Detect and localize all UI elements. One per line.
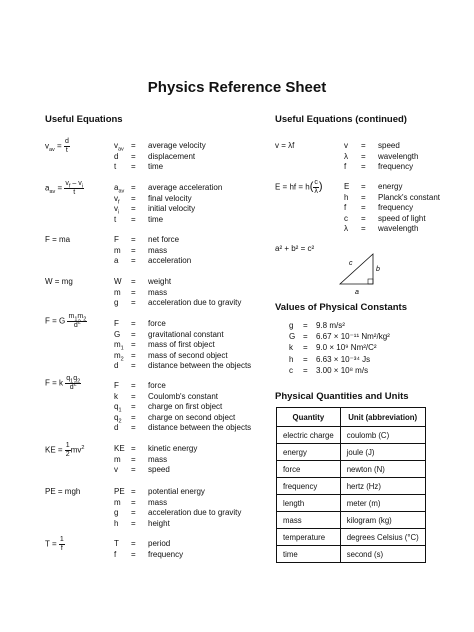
physical-quantities-heading: Physical Quantities and Units <box>275 391 409 402</box>
definition-equals: = <box>131 329 136 339</box>
definition-text: frequency <box>378 203 414 213</box>
definition-row <box>114 235 191 246</box>
definition-text: frequency <box>378 162 414 172</box>
table-row <box>277 495 426 512</box>
formula-pythagorean: a² + b² = c² <box>275 244 315 253</box>
wave-definitions <box>344 141 418 173</box>
constant-symbol: h <box>289 354 294 364</box>
kinetic-energy-definitions <box>114 444 197 476</box>
quantity-cell: length <box>277 495 341 512</box>
definition-text: distance between the objects <box>148 361 252 371</box>
definition-symbol: λ <box>344 224 348 234</box>
definition-text: Coulomb's constant <box>148 391 219 401</box>
definition-equals: = <box>131 256 136 266</box>
definition-symbol: d <box>114 423 119 433</box>
definition-row <box>114 183 222 194</box>
constant-value: 6.67 × 10⁻¹¹ Nm²/kg² <box>316 332 390 342</box>
definition-text: average velocity <box>148 141 206 150</box>
definition-row <box>344 214 440 225</box>
formula-weight: W = mg <box>45 277 73 286</box>
definition-equals: = <box>131 204 136 214</box>
definition-equals: = <box>131 214 136 224</box>
definition-row <box>344 224 440 235</box>
definition-row <box>114 361 251 372</box>
definition-equals: = <box>131 518 136 528</box>
definition-symbol: v <box>344 141 348 150</box>
definition-symbol: f <box>344 162 347 172</box>
definition-text: time <box>148 214 164 224</box>
definition-symbol: t <box>114 162 117 172</box>
definition-equals: = <box>131 423 136 433</box>
definition-symbol: F <box>114 319 119 328</box>
definition-row <box>114 288 241 299</box>
definition-text: displacement <box>148 151 196 161</box>
definition-row <box>114 340 251 351</box>
definition-equals: = <box>131 539 136 548</box>
formula-gravitation: F = G $\frac{m_1m_2}{d^2}$ <box>45 313 87 329</box>
unit-cell: kilogram (kg) <box>340 512 425 529</box>
physical-constants-heading: Values of Physical Constants <box>275 302 407 313</box>
definition-text: speed of light <box>378 213 426 223</box>
definition-equals: = <box>361 192 366 202</box>
definition-symbol: h <box>114 518 119 528</box>
definition-equals: = <box>361 182 366 191</box>
constant-value: 6.63 × 10⁻³⁴ Js <box>316 354 371 364</box>
coulomb-definitions <box>114 381 251 434</box>
quantity-cell: frequency <box>277 478 341 495</box>
potential-energy-definitions <box>114 487 241 529</box>
definition-equals: = <box>131 381 136 390</box>
constant-symbol: c <box>289 365 293 375</box>
triangle-label-b: b <box>376 266 380 273</box>
definition-equals: = <box>131 444 136 453</box>
definition-row <box>344 152 418 163</box>
definition-equals: = <box>131 245 136 255</box>
definition-symbol: E <box>344 182 350 191</box>
formula-period: T = $\frac{1}{f}$ <box>45 536 64 552</box>
definition-text: kinetic energy <box>148 444 198 453</box>
constant-equals: = <box>303 365 308 375</box>
definition-equals: = <box>131 454 136 464</box>
constant-symbol: G <box>289 332 296 342</box>
definition-symbol: h <box>344 192 349 202</box>
definition-symbol: $v_f$ <box>114 193 120 206</box>
definition-row <box>114 141 206 152</box>
column-header-quantity: Quantity <box>277 408 341 427</box>
definition-row <box>114 194 222 205</box>
quantity-cell: time <box>277 546 341 563</box>
definition-equals: = <box>131 235 136 244</box>
definition-symbol: F <box>114 235 119 244</box>
definition-row <box>114 381 251 392</box>
right-triangle-diagram <box>336 250 392 296</box>
unit-cell: joule (J) <box>340 444 425 461</box>
formula-potential-energy: PE = mgh <box>45 487 81 496</box>
unit-cell: meter (m) <box>340 495 425 512</box>
weight-definitions <box>114 277 241 309</box>
unit-cell: degrees Celsius (°C) <box>340 529 425 546</box>
photon-energy-definitions <box>344 182 440 235</box>
table-row <box>277 546 426 563</box>
constant-equals: = <box>303 321 308 330</box>
definition-symbol: m <box>114 454 121 464</box>
definition-equals: = <box>131 141 136 150</box>
useful-equations-heading: Useful Equations <box>45 114 123 125</box>
definition-text: acceleration <box>148 256 192 266</box>
definition-symbol: d <box>114 151 119 161</box>
definition-symbol: a <box>114 256 119 266</box>
unit-cell: newton (N) <box>340 461 425 478</box>
definition-row <box>114 413 251 424</box>
definition-equals: = <box>131 402 136 412</box>
definition-symbol: f <box>344 203 347 213</box>
constant-row <box>289 331 390 342</box>
definition-equals: = <box>361 141 366 150</box>
definition-text: mass of first object <box>148 340 215 350</box>
definition-symbol: $v_{av}$ <box>114 141 124 153</box>
constants-list <box>289 320 390 376</box>
definition-row <box>114 256 191 267</box>
definition-text: mass <box>148 454 168 464</box>
table-row <box>277 427 426 444</box>
constant-row <box>289 320 390 331</box>
definition-text: distance between the objects <box>148 423 252 433</box>
definition-row <box>114 392 251 403</box>
formula-photon-energy: E = hf = h( $\frac{c}{\lambda}$ ) <box>275 179 323 195</box>
quantity-cell: energy <box>277 444 341 461</box>
table-row <box>277 461 426 478</box>
force-definitions <box>114 235 191 267</box>
definition-equals: = <box>131 151 136 161</box>
definition-row <box>114 277 241 288</box>
definition-symbol: d <box>114 361 119 371</box>
definition-row <box>344 203 440 214</box>
triangle-label-c: c <box>349 260 353 267</box>
quantity-cell: mass <box>277 512 341 529</box>
definition-symbol: KE <box>114 444 125 453</box>
definition-row <box>114 423 251 434</box>
definition-text: charge on first object <box>148 402 223 412</box>
definition-text: frequency <box>148 549 184 559</box>
definition-equals: = <box>361 162 366 172</box>
definition-symbol: g <box>114 298 119 308</box>
definition-row <box>114 519 241 530</box>
quantity-cell: electric charge <box>277 427 341 444</box>
constant-row <box>289 365 390 376</box>
quantity-cell: temperature <box>277 529 341 546</box>
definition-equals: = <box>361 203 366 213</box>
unit-cell: second (s) <box>340 546 425 563</box>
definition-row <box>114 204 222 215</box>
definition-equals: = <box>131 350 136 360</box>
definition-row <box>114 319 251 330</box>
definition-symbol: $m_1$ <box>114 340 124 352</box>
gravitation-definitions <box>114 319 251 372</box>
definition-text: final velocity <box>148 193 192 203</box>
definition-symbol: m <box>114 245 121 255</box>
definition-symbol: v <box>114 465 118 475</box>
period-definitions <box>114 539 183 560</box>
definition-text: average acceleration <box>148 183 223 192</box>
constant-row <box>289 354 390 365</box>
table-row <box>277 478 426 495</box>
definition-equals: = <box>131 340 136 350</box>
formula-coulomb: F = k $\frac{q_1q_2}{d^2}$ <box>45 375 81 391</box>
definition-equals: = <box>361 151 366 161</box>
definition-symbol: $q_1$ <box>114 402 122 414</box>
definition-text: mass <box>148 245 168 255</box>
definition-symbol: f <box>114 549 117 559</box>
definition-symbol: W <box>114 277 122 286</box>
definition-symbol: G <box>114 329 121 339</box>
definition-text: net force <box>148 235 180 244</box>
definition-symbol: k <box>114 391 118 401</box>
definition-text: mass <box>148 497 168 507</box>
constant-value: 9.0 × 10⁹ Nm²/C² <box>316 343 377 353</box>
definition-symbol: F <box>114 381 119 390</box>
definition-row <box>114 330 251 341</box>
definition-text: mass of second object <box>148 350 228 360</box>
definition-text: charge on second object <box>148 412 236 422</box>
table-row <box>277 512 426 529</box>
definition-symbol: $q_2$ <box>114 412 122 425</box>
definition-text: wavelength <box>378 151 419 161</box>
definition-equals: = <box>131 277 136 286</box>
definition-text: wavelength <box>378 224 419 234</box>
table-row <box>277 444 426 461</box>
definition-row <box>344 162 418 173</box>
definition-equals: = <box>131 497 136 507</box>
definition-row <box>114 298 241 309</box>
table-row <box>277 529 426 546</box>
formula-net-force: F = ma <box>45 235 71 244</box>
unit-cell: hertz (Hz) <box>340 478 425 495</box>
definition-symbol: m <box>114 497 121 507</box>
constant-symbol: g <box>289 321 294 330</box>
definition-text: force <box>148 381 166 390</box>
definition-row <box>114 498 241 509</box>
definition-text: mass <box>148 287 168 297</box>
constant-equals: = <box>303 354 308 364</box>
definition-symbol: m <box>114 287 121 297</box>
definition-row <box>114 152 206 163</box>
definition-equals: = <box>131 361 136 371</box>
definition-row <box>344 141 418 152</box>
definition-equals: = <box>361 224 366 234</box>
definition-text: gravitational constant <box>148 329 224 339</box>
definition-symbol: λ <box>344 151 348 161</box>
definition-symbol: T <box>114 539 119 548</box>
definition-equals: = <box>131 508 136 518</box>
definition-row <box>344 193 440 204</box>
definition-row <box>114 465 197 476</box>
constant-row <box>289 342 390 353</box>
definition-text: acceleration due to gravity <box>148 508 242 518</box>
definition-row <box>114 402 251 413</box>
definition-row <box>114 550 183 561</box>
definition-equals: = <box>131 193 136 203</box>
formula-average-acceleration: $a_{av}$ = $\frac{v_f - v_i}{t}$ <box>45 180 83 196</box>
definition-text: initial velocity <box>148 204 196 214</box>
definition-symbol: g <box>114 508 119 518</box>
definition-text: speed <box>148 465 170 475</box>
definition-row <box>114 246 191 257</box>
formula-average-velocity: $v_{av}$ = $\frac{d}{t}$ <box>45 138 69 154</box>
definition-text: height <box>148 518 170 528</box>
constant-equals: = <box>303 332 308 342</box>
definition-row <box>114 508 241 519</box>
unit-cell: coulomb (C) <box>340 427 425 444</box>
definition-text: time <box>148 162 164 172</box>
useful-equations-continued-heading: Useful Equations (continued) <box>275 114 407 125</box>
definition-symbol: $m_2$ <box>114 350 124 363</box>
definition-symbol: t <box>114 214 117 224</box>
quantities-units-table <box>276 407 426 563</box>
definition-equals: = <box>131 183 136 192</box>
definition-equals: = <box>361 213 366 223</box>
definition-row <box>114 455 197 466</box>
definition-symbol: c <box>344 213 348 223</box>
definition-equals: = <box>131 162 136 172</box>
definition-equals: = <box>131 549 136 559</box>
formula-wave-speed: v = λf <box>275 141 295 150</box>
definition-text: force <box>148 319 166 328</box>
definition-symbol: $v_i$ <box>114 204 120 216</box>
column-header-unit: Unit (abbreviation) <box>340 408 425 427</box>
definition-symbol: $a_{av}$ <box>114 183 125 195</box>
definition-text: Planck's constant <box>378 192 441 202</box>
definition-text: potential energy <box>148 487 205 496</box>
definition-text: weight <box>148 277 172 286</box>
constant-equals: = <box>303 343 308 353</box>
quantity-cell: force <box>277 461 341 478</box>
table-header-row <box>277 408 426 427</box>
definition-equals: = <box>131 391 136 401</box>
definition-text: speed <box>378 141 400 150</box>
constant-symbol: k <box>289 343 293 353</box>
definition-equals: = <box>131 465 136 475</box>
definition-row <box>114 487 241 498</box>
constant-value: 3.00 × 10⁸ m/s <box>316 365 369 375</box>
definition-row <box>114 351 251 362</box>
definition-text: energy <box>378 182 403 191</box>
definition-row <box>114 215 222 226</box>
definition-row <box>114 539 183 550</box>
triangle-label-a: a <box>355 289 359 296</box>
definition-row <box>114 444 197 455</box>
page-title: Physics Reference Sheet <box>147 79 327 96</box>
definition-symbol: PE <box>114 487 125 496</box>
definition-equals: = <box>131 319 136 328</box>
definition-equals: = <box>131 412 136 422</box>
definition-text: period <box>148 539 171 548</box>
formula-kinetic-energy: KE = $\frac{1}{2}$ $mv^2$ <box>45 442 85 458</box>
velocity-definitions <box>114 141 206 173</box>
definition-row <box>114 162 206 173</box>
definition-equals: = <box>131 487 136 496</box>
definition-equals: = <box>131 287 136 297</box>
definition-equals: = <box>131 298 136 308</box>
definition-row <box>344 182 440 193</box>
constant-value: 9.8 m/s² <box>316 321 345 330</box>
definition-text: acceleration due to gravity <box>148 298 242 308</box>
acceleration-definitions <box>114 183 222 225</box>
